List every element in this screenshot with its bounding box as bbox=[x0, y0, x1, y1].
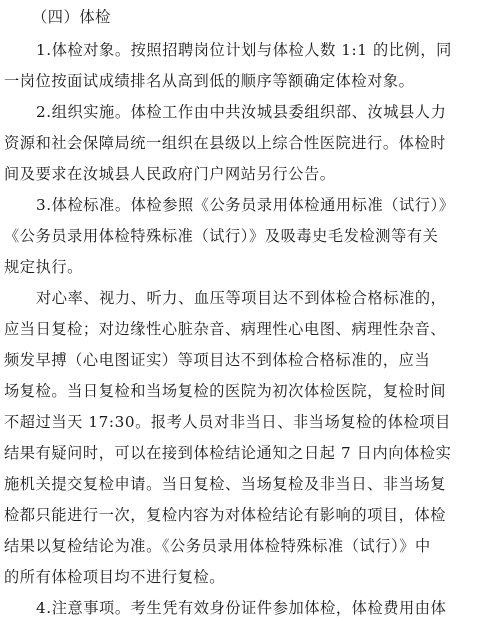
text-line: 频发早搏（心电图证实）等项目达不到体检合格标准的，应当 bbox=[4, 351, 431, 369]
text-line: 规定执行。 bbox=[4, 258, 83, 276]
text-line: 结果以复检结论为准。《公务员录用体检特殊标准（试行）》中 bbox=[4, 537, 431, 555]
text-line: 《公务员录用体检特殊标准（试行）》及吸毒史毛发检测等有关 bbox=[4, 227, 439, 245]
text-line: 的所有体检项目均不进行复检。 bbox=[4, 568, 226, 586]
section-heading: （四）体检 bbox=[32, 8, 111, 26]
text-line: 间及要求在汝城县人民政府门户网站另行公告。 bbox=[4, 165, 336, 183]
text-line: 结果有疑问时，可以在接到体检结论通知之日起 7 日内向体检实 bbox=[4, 444, 452, 462]
text-line: 场复检。当日复检和当场复检的医院为初次体检医院，复检时间 bbox=[4, 382, 447, 400]
text-line: 3.体检标准。体检参照《公务员录用体检通用标准（试行）》 bbox=[36, 196, 455, 214]
text-line: 应当日复检；对边缘性心脏杂音、病理性心电图、病理性杂音、 bbox=[4, 320, 447, 338]
text-line: 1.体检对象。按照招聘岗位计划与体检人数 1:1 的比例，同 bbox=[36, 41, 452, 59]
text-line: 检都只能进行一次，复检内容为对体检结论有影响的项目，体检 bbox=[4, 506, 447, 524]
text-line: 对心率、视力、听力、血压等项目达不到体检合格标准的， bbox=[36, 289, 447, 307]
text-line: 资源和社会保障局统一组织在县级以上综合性医院进行。体检时 bbox=[4, 134, 447, 152]
text-line: 一岗位按面试成绩排名从高到低的顺序等额确定体检对象。 bbox=[4, 72, 415, 90]
text-line: 施机关提交复检申请。当日复检、当场复检及非当日、非当场复 bbox=[4, 475, 447, 493]
text-line: 4.注意事项。考生凭有效身份证件参加体检，体检费用由体 bbox=[36, 599, 447, 617]
text-line: 2.组织实施。体检工作由中共汝城县委组织部、汝城县人力 bbox=[36, 103, 447, 121]
text-line: 不超过当天 17:30。报考人员对非当日、非当场复检的体检项目 bbox=[4, 413, 451, 431]
